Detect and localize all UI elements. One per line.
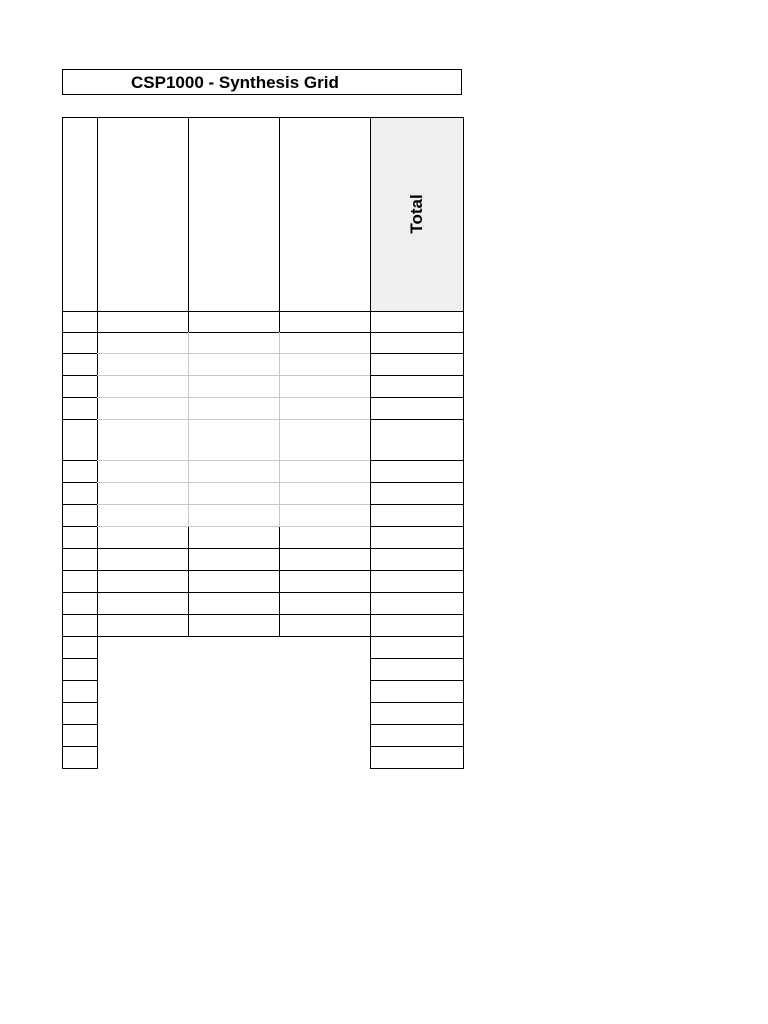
student-surname-cell[interactable] xyxy=(279,376,370,397)
student-id-cell[interactable] xyxy=(97,376,188,397)
col-border xyxy=(97,659,98,680)
col-border xyxy=(463,681,464,702)
col-border xyxy=(62,747,63,768)
title-box xyxy=(62,69,462,95)
col-border xyxy=(370,332,371,353)
col-inner-border xyxy=(279,461,280,482)
col-border xyxy=(97,354,98,375)
col-border xyxy=(370,571,371,592)
col-inner-border xyxy=(279,527,280,548)
student-id-cell[interactable] xyxy=(97,615,188,636)
col-border xyxy=(463,549,464,570)
col-border xyxy=(97,527,98,548)
student-id-cell[interactable] xyxy=(97,461,188,482)
col-border xyxy=(370,505,371,526)
col-border xyxy=(370,747,371,768)
col-border xyxy=(463,747,464,768)
student-id-cell[interactable] xyxy=(97,332,188,353)
total-score-cell[interactable] xyxy=(370,615,463,636)
total-score-cell[interactable] xyxy=(370,747,463,768)
col-border xyxy=(463,659,464,680)
col-border xyxy=(370,615,371,636)
col-inner-border xyxy=(188,593,189,614)
col-border xyxy=(97,725,98,746)
col-border xyxy=(97,332,98,353)
col-border xyxy=(463,505,464,526)
total-score-cell[interactable] xyxy=(370,703,463,724)
col-border xyxy=(97,461,98,482)
col-border xyxy=(97,571,98,592)
col-inner-border xyxy=(188,332,189,353)
col-inner-border xyxy=(188,354,189,375)
student-surname-cell[interactable] xyxy=(279,527,370,548)
col-border xyxy=(370,637,371,658)
col-border xyxy=(370,354,371,375)
header-surname xyxy=(279,117,370,311)
col-border xyxy=(97,747,98,768)
row-number xyxy=(62,483,97,504)
header-name xyxy=(188,117,279,311)
col-inner-border xyxy=(279,332,280,353)
col-border xyxy=(62,420,63,460)
student-name-cell[interactable] xyxy=(188,376,279,397)
student-name-cell[interactable] xyxy=(188,398,279,419)
col-border xyxy=(463,398,464,419)
col-inner-border xyxy=(188,461,189,482)
col-border xyxy=(463,527,464,548)
student-surname-cell[interactable] xyxy=(279,354,370,375)
col-border xyxy=(62,505,63,526)
col-inner-border xyxy=(188,376,189,397)
row-number xyxy=(62,332,97,353)
row-number xyxy=(62,747,97,768)
total-score-cell[interactable] xyxy=(370,725,463,746)
student-name-cell[interactable] xyxy=(188,483,279,504)
col-border xyxy=(370,549,371,570)
page-title: CSP1000 - Synthesis Grid xyxy=(131,73,339,92)
row-number xyxy=(62,703,97,724)
row-number xyxy=(62,527,97,548)
row-bottom-border xyxy=(62,768,98,769)
student-id-cell[interactable] xyxy=(97,420,188,460)
col-border xyxy=(97,615,98,636)
student-surname-cell[interactable] xyxy=(279,420,370,460)
col-border xyxy=(370,376,371,397)
total-score-cell[interactable] xyxy=(370,549,463,570)
col-border xyxy=(463,615,464,636)
row-number xyxy=(62,637,97,658)
row-number xyxy=(62,615,97,636)
col-border xyxy=(97,376,98,397)
header-col-border xyxy=(62,117,63,311)
col-border xyxy=(463,593,464,614)
header-col-border xyxy=(188,117,189,311)
total-score-cell[interactable] xyxy=(370,659,463,680)
col-border xyxy=(370,593,371,614)
col-border xyxy=(62,549,63,570)
student-name-cell[interactable] xyxy=(188,527,279,548)
col-border xyxy=(463,354,464,375)
row-number xyxy=(62,505,97,526)
student-id-cell[interactable] xyxy=(97,505,188,526)
col-inner-border xyxy=(279,549,280,570)
col-border xyxy=(463,571,464,592)
total-score-cell[interactable] xyxy=(370,354,463,375)
row-inner-border xyxy=(97,636,370,637)
col-border xyxy=(62,398,63,419)
row-number xyxy=(62,549,97,570)
col-border xyxy=(97,420,98,460)
row-number xyxy=(62,398,97,419)
student-name-cell[interactable] xyxy=(188,332,279,353)
student-surname-cell[interactable] xyxy=(279,483,370,504)
total-score-cell[interactable] xyxy=(370,593,463,614)
col-inner-border xyxy=(188,483,189,504)
col-border xyxy=(370,398,371,419)
header-id xyxy=(97,117,188,311)
row-number xyxy=(62,376,97,397)
student-id-cell[interactable] xyxy=(97,593,188,614)
total-bottom-border xyxy=(370,768,464,769)
total-header-cell xyxy=(370,117,463,311)
row-number xyxy=(62,659,97,680)
row-number xyxy=(62,420,97,460)
row-number xyxy=(62,354,97,375)
col-border xyxy=(62,703,63,724)
col-border xyxy=(62,681,63,702)
col-border xyxy=(463,376,464,397)
max-row-col-border xyxy=(463,311,464,332)
row-number xyxy=(62,461,97,482)
col-border xyxy=(62,354,63,375)
total-score-cell[interactable] xyxy=(370,483,463,504)
row-number xyxy=(62,725,97,746)
col-border xyxy=(62,659,63,680)
col-border xyxy=(62,593,63,614)
header-col-border xyxy=(279,117,280,311)
col-border xyxy=(97,398,98,419)
student-name-cell[interactable] xyxy=(188,615,279,636)
col-border xyxy=(62,725,63,746)
col-border xyxy=(370,420,371,460)
col-inner-border xyxy=(279,354,280,375)
student-name-cell[interactable] xyxy=(188,549,279,570)
student-id-cell[interactable] xyxy=(97,354,188,375)
student-name-cell[interactable] xyxy=(188,571,279,592)
col-inner-border xyxy=(188,505,189,526)
header-top-border xyxy=(62,117,464,118)
header-col-border xyxy=(97,117,98,311)
max-row-col-border xyxy=(62,311,63,332)
col-border xyxy=(62,483,63,504)
student-id-cell[interactable] xyxy=(97,483,188,504)
col-inner-border xyxy=(279,376,280,397)
col-inner-border xyxy=(279,593,280,614)
max-row-col-border xyxy=(370,311,371,332)
student-surname-cell[interactable] xyxy=(279,461,370,482)
col-border xyxy=(97,549,98,570)
col-border xyxy=(62,571,63,592)
header-col-border xyxy=(370,117,371,311)
col-border xyxy=(463,420,464,460)
row-number xyxy=(62,571,97,592)
col-border xyxy=(62,637,63,658)
total-score-cell[interactable] xyxy=(370,461,463,482)
col-border xyxy=(62,461,63,482)
col-border xyxy=(62,376,63,397)
max-row-col-border xyxy=(188,311,189,332)
student-id-cell[interactable] xyxy=(97,527,188,548)
col-inner-border xyxy=(279,398,280,419)
col-inner-border xyxy=(279,615,280,636)
student-name-cell[interactable] xyxy=(188,420,279,460)
col-border xyxy=(62,527,63,548)
total-score-cell[interactable] xyxy=(370,681,463,702)
total-score-cell[interactable] xyxy=(370,505,463,526)
col-inner-border xyxy=(188,420,189,460)
student-name-cell[interactable] xyxy=(188,505,279,526)
col-inner-border xyxy=(188,527,189,548)
student-surname-cell[interactable] xyxy=(279,332,370,353)
col-border xyxy=(370,659,371,680)
student-surname-cell[interactable] xyxy=(279,615,370,636)
total-score-cell[interactable] xyxy=(370,571,463,592)
row-number xyxy=(62,681,97,702)
col-border xyxy=(97,681,98,702)
header-col-border xyxy=(463,117,464,311)
col-border xyxy=(370,725,371,746)
student-id-cell[interactable] xyxy=(97,571,188,592)
col-border xyxy=(370,681,371,702)
max-row-col-border xyxy=(279,311,280,332)
total-score-cell[interactable] xyxy=(370,376,463,397)
student-surname-cell[interactable] xyxy=(279,549,370,570)
col-border xyxy=(370,483,371,504)
max-row-col-border xyxy=(97,311,98,332)
header-bottom-border xyxy=(62,311,464,312)
col-border xyxy=(62,615,63,636)
col-border xyxy=(97,483,98,504)
col-border xyxy=(97,505,98,526)
student-name-cell[interactable] xyxy=(188,593,279,614)
total-score-cell[interactable] xyxy=(370,398,463,419)
col-border xyxy=(370,461,371,482)
col-inner-border xyxy=(188,549,189,570)
col-border xyxy=(463,332,464,353)
col-inner-border xyxy=(279,571,280,592)
student-name-cell[interactable] xyxy=(188,354,279,375)
col-border xyxy=(463,461,464,482)
student-surname-cell[interactable] xyxy=(279,398,370,419)
student-surname-cell[interactable] xyxy=(279,593,370,614)
col-border xyxy=(463,637,464,658)
total-score-cell[interactable] xyxy=(370,637,463,658)
total-score-cell[interactable] xyxy=(370,527,463,548)
col-inner-border xyxy=(188,398,189,419)
col-inner-border xyxy=(188,571,189,592)
student-name-cell[interactable] xyxy=(188,461,279,482)
col-border xyxy=(463,483,464,504)
row-number xyxy=(62,593,97,614)
total-header-label: Total xyxy=(406,194,426,234)
total-score-cell[interactable] xyxy=(370,332,463,353)
student-id-cell[interactable] xyxy=(97,398,188,419)
col-inner-border xyxy=(279,420,280,460)
col-inner-border xyxy=(279,505,280,526)
col-border xyxy=(62,332,63,353)
col-border xyxy=(370,527,371,548)
col-border xyxy=(463,725,464,746)
col-border xyxy=(97,703,98,724)
student-surname-cell[interactable] xyxy=(279,505,370,526)
col-border xyxy=(97,637,98,658)
student-id-cell[interactable] xyxy=(97,549,188,570)
student-surname-cell[interactable] xyxy=(279,571,370,592)
col-border xyxy=(97,593,98,614)
col-border xyxy=(463,703,464,724)
col-inner-border xyxy=(188,615,189,636)
max-score xyxy=(370,311,463,332)
col-border xyxy=(370,703,371,724)
col-inner-border xyxy=(279,483,280,504)
total-score-cell[interactable] xyxy=(370,420,463,460)
